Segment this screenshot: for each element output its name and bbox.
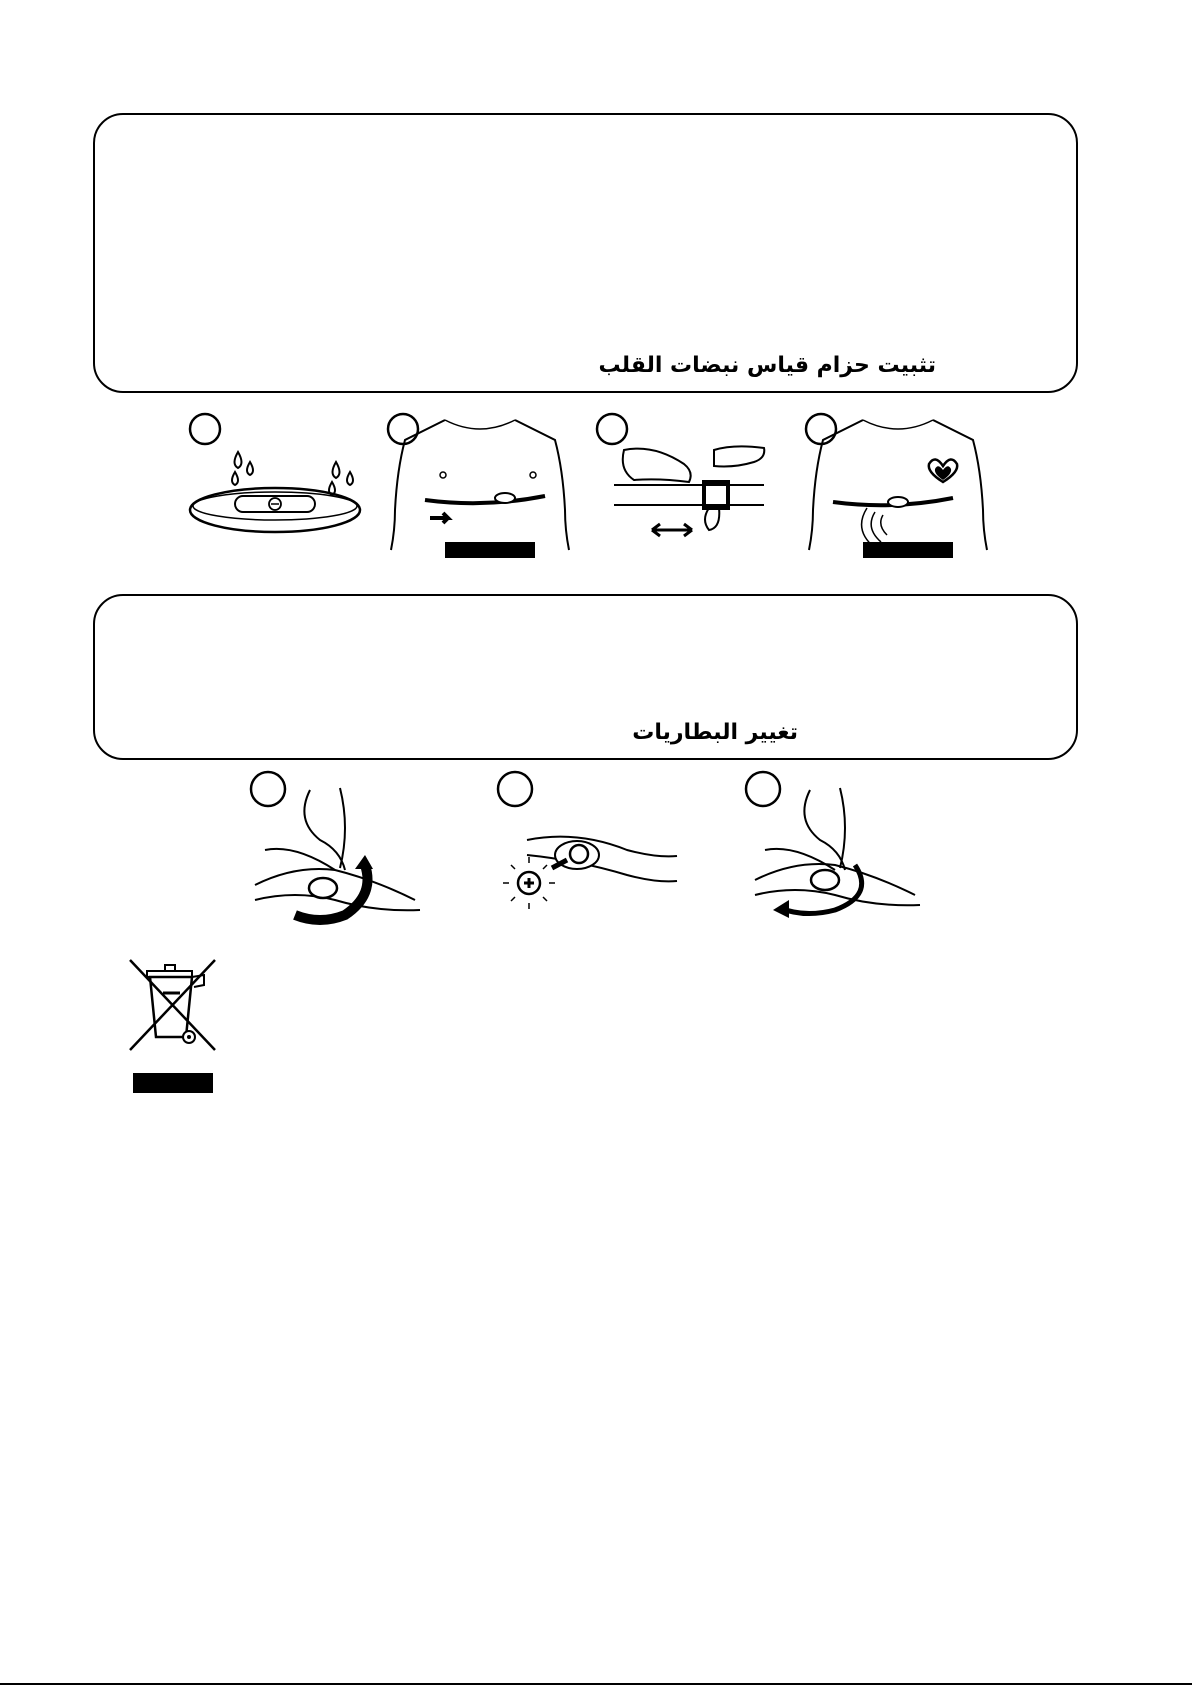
crossed-out-wheelie-bin-icon (125, 955, 225, 1095)
cover-close-rotate-icon (745, 770, 935, 935)
install-section-box (93, 113, 1078, 393)
battery-insert-icon (497, 770, 687, 935)
water-drops-strap-icon (180, 410, 370, 560)
battery-section-title: تغيير البطاريات (632, 720, 798, 745)
install-section-title: تثبيت حزام قياس نبضات القلب (598, 353, 936, 378)
cover-open-rotate-icon (245, 770, 435, 935)
heart-signal-chest-icon (803, 410, 993, 560)
battery-section-box (93, 594, 1078, 760)
strap-adjust-icon (594, 410, 784, 560)
chest-strap-attach-icon (385, 410, 575, 560)
